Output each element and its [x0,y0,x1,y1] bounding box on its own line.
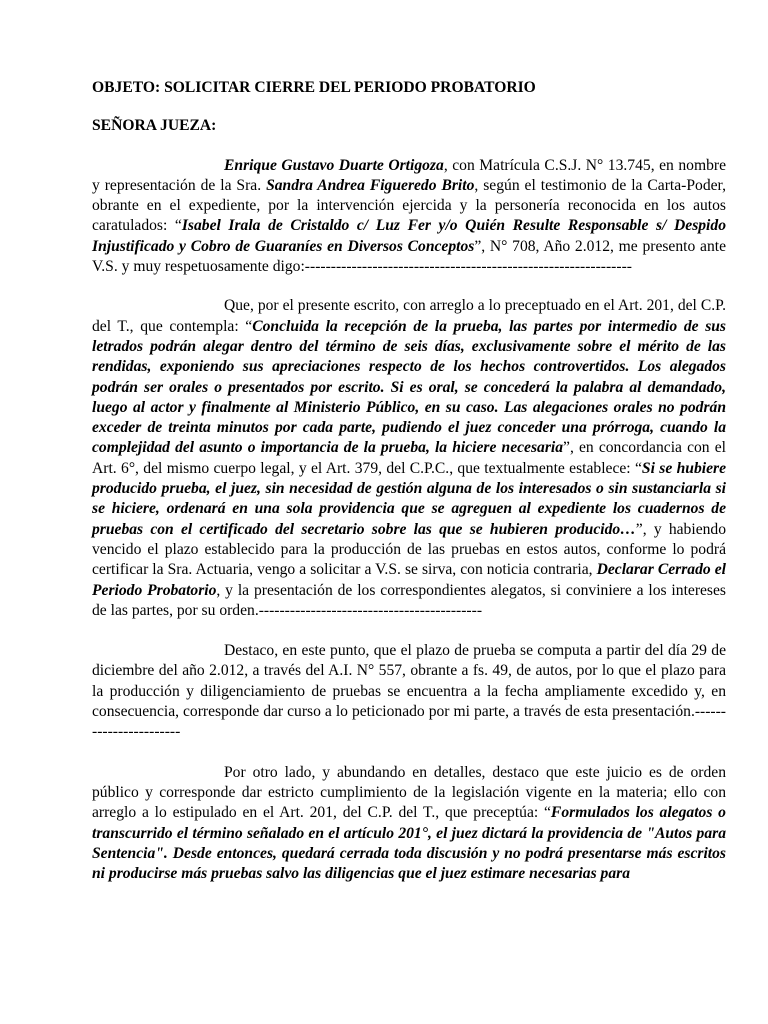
paragraph-text: , y la presentación de los correspondientes alegatos, si conviniere a los intereses de las partes, por su orden.------------------------------------------- [92,581,726,619]
paragraph-text: Que, por el presente escrito, con arreglo a lo preceptuado en el Art. 201, del C.P. del T., que contempla: “ [92,297,726,335]
paragraph-public-order [92,763,726,885]
client-name: Sandra Andrea Figueredo Brito [266,176,475,194]
quoted-article-201: Concluida la recepción de la prueba, las partes por intermedio de sus letrados podrán alegar dentro del término de seis días, exclusivamente sobre el mérito de las rendidas, exponiendo sus apreciaciones respecto de los hechos controvertidos. Los alegados podrán ser orales o presentados por escrito. Si es oral, se concederá la palabra al demandado, luego al actor y finalmente al Ministerio Público, en su caso. Las alegaciones orales no podrán exceder de treinta minutos por cada parte, pudiendo el juez conceder una prórroga, cuando la complejidad del asunto o importancia de la prueba, la hiciere necesaria [92,317,727,457]
paragraph-text: ”, N° 708, Año 2.012, me presento ante V.S. y muy respetuosamente digo:--------------------------------------------------------------- [92,237,726,276]
quoted-article-202: Formulados los alegatos o transcurrido el término señalado en el artículo 201°, el juez dictará la providencia de "Autos para Sentencia". Desde entonces, quedará cerrada toda discusión y no podrá presentarse más escritos ni producirse más pruebas salvo las diligencias que el juez estimare necesarias para [92,804,726,883]
petition-highlight: Declarar Cerrado el Periodo Probatorio [92,561,726,599]
paragraph-text: ”, y habiendo vencido el plazo establecido para la producción de las pruebas en estos autos, conforme lo podrá certificar la Sra. Actuaria, vengo a solicitar a V.S. se sirva, con noticia contraria, [92,520,727,579]
lawyer-name: Enrique Gustavo Duarte Ortigoza [224,156,444,174]
salutation: SEÑORA JUEZA: [92,117,217,135]
paragraph-text: , con Matrícula C.S.J. N° 13.745, en nombre y representación de la Sra. [92,156,726,194]
quoted-article-379: Si se hubiere producido prueba, el juez, sin necesidad de gestión alguna de los interesados o sin sustanciarla si se hiciere, ordenará en una sola providencia que se agreguen al expediente los cuadernos de pruebas con el certificado del secretario sobre las que se hubieren producido… [92,459,726,538]
document-page [92,72,726,884]
paragraph-introduction [92,156,726,278]
paragraph-text: Por otro lado, y abundando en detalles, destaco que este juicio es de orden público y corresponde dar estricto cumplimiento de la legislación vigente en la materia; ello con arreglo a lo estipulado en el Art. 201, del C.P. del T., que preceptúa: “ [92,763,726,822]
paragraph-legal-basis [92,296,726,621]
paragraph-text: , según el testimonio de la Carta-Poder, obrante en el expediente, por la intervención ejercida y la personería reconocida en los autos caratulados: “ [92,176,726,235]
case-title: Isabel Irala de Cristaldo c/ Luz Fer y/o Quién Resulte Responsable s/ Despido Injustificado y Cobro de Guaraníes en Diversos Conceptos [92,217,726,255]
paragraph-deadline: Destaco, en este punto, que el plazo de prueba se computa a partir del día 29 de diciembre del año 2.012, a través del A.I. N° 557, obrante a fs. 49, de autos, por lo que el plazo para la producción y diligenciamiento de pruebas se encuentra a la fecha ampliamente excedido y, en consecuencia, corresponde dar curso a lo peticionado por mi parte, a través de esta presentación.----------------------- [92,642,726,741]
document-subject: OBJETO: SOLICITAR CIERRE DEL PERIODO PROBATORIO [92,79,536,96]
paragraph-text: ”, en concordancia con el Art. 6°, del mismo cuerpo legal, y el Art. 379, del C.P.C., que textualmente establece: “ [92,439,726,477]
